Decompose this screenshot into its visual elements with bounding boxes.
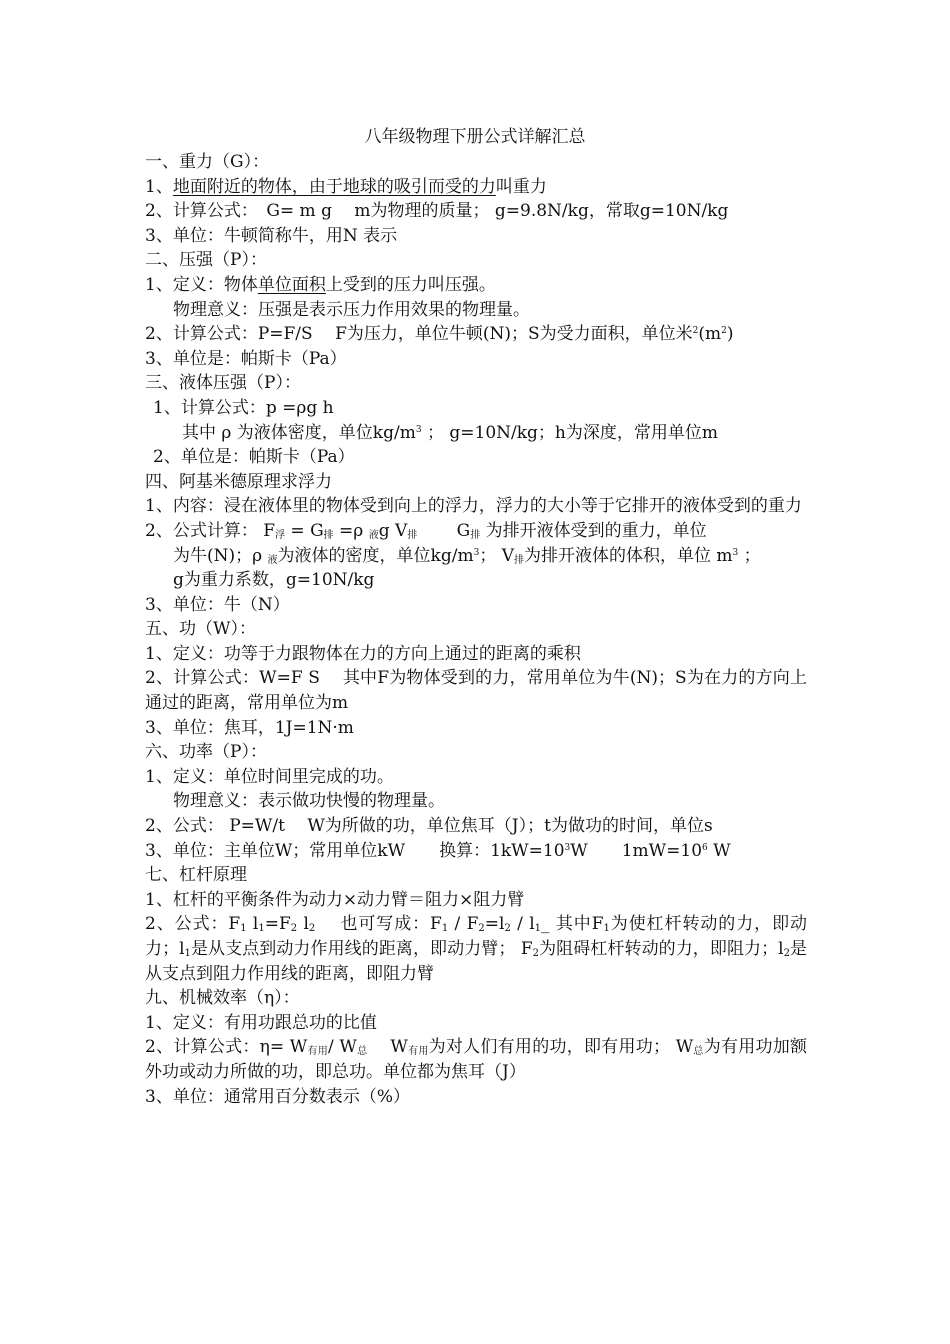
lever-heading: 七、杠杆原理	[145, 865, 247, 886]
pressure-formula: 2、计算公式：P=F/S F为压力，单位牛顿(N)；S为受力面积，单位米$^2(m^2)$	[145, 324, 734, 345]
power-definition: 1、定义：单位时间里完成的功。	[145, 766, 394, 787]
lever-formula: 2、公式：$F_1$ $l_1=F_2$ $l_2$ 也可写成：$F_1 / F_2=l_2$ / $l_1\_$ 其中$F_1$为使杠杆转动的力，即动力；$l_1$是从支点到动力作用线的距离，即动力臂； $F_2$为阻碍杠杆转动的力，即阻力；$l_2$是从支点到阻力作用线的距离，即阻力臂	[145, 914, 807, 984]
gravity-unit: 3、单位：牛顿简称牛，用N 表示	[145, 225, 398, 246]
pressure-heading: 二、压强（P）：	[145, 250, 267, 271]
buoyancy-unit: 3、单位：牛（N）	[145, 594, 290, 615]
pressure-definition: 1、定义：物体单位面积上受到的压力叫压强。	[145, 274, 496, 295]
power-unit: 3、单位：主单位W；常用单位kW 换算：$1kW=10^3W$ $1mW=10^6$ W	[145, 840, 731, 861]
power-meaning: 物理意义：表示做功快慢的物理量。	[173, 791, 445, 812]
buoyancy-content: 1、内容：浸在液体里的物体受到向上的浮力，浮力的大小等于它排开的液体受到的重力	[145, 496, 802, 517]
liquid-pressure-heading: 三、液体压强（P）：	[145, 373, 301, 394]
liquid-pressure-note: 其中 ρ 为液体密度，单位$kg/m^3$ ； g=10N/kg；h为深度，常用单位m	[182, 422, 718, 443]
pressure-definition-underlined: 单位面积	[257, 274, 326, 295]
pressure-meaning: 物理意义：压强是表示压力作用效果的物理量。	[173, 299, 530, 320]
work-heading: 五、功（W）：	[145, 619, 256, 640]
buoyancy-heading: 四、阿基米德原理求浮力	[145, 471, 332, 492]
work-formula: 2、计算公式：W=F S 其中F为物体受到的力，常用单位为牛(N)；S为在力的方向上通过的距离，常用单位为m	[145, 668, 807, 714]
power-heading: 六、功率（P）：	[145, 742, 267, 763]
gravity-definition: 1、地面附近的物体，由于地球的吸引而受的力叫重力	[145, 176, 547, 197]
work-unit: 3、单位：焦耳，1J=1N·m	[145, 717, 354, 738]
lever-condition: 1、杠杆的平衡条件为动力×动力臂＝阻力×阻力臂	[145, 889, 525, 910]
buoyancy-formula-line3: g为重力系数，g=10N/kg	[173, 570, 375, 591]
buoyancy-formula-line2: 为牛(N)；ρ $_液$为液体的密度，单位$kg/m^3$； $V_排$为排开液体的体积，单位 $m^3$ ；	[173, 545, 761, 566]
gravity-formula: 2、计算公式： G= m g m为物理的质量； g=9.8N/kg，常取g=10N/kg	[145, 201, 729, 222]
document-title: 八年级物理下册公式详解汇总	[364, 127, 586, 147]
efficiency-formula: 2、计算公式：$\eta= W_{有用}/$ $W_总$ $W_{有用}$为对人们有用的功，即有用功； $W_总$为有用功加额外功或动力所做的功，即总功。单位都为焦耳（J）	[145, 1037, 807, 1082]
work-definition: 1、定义：功等于力跟物体在力的方向上通过的距离的乘积	[145, 643, 581, 664]
efficiency-heading: 九、机械效率（η）：	[145, 988, 300, 1009]
liquid-pressure-formula: 1、计算公式：p =ρg h	[153, 397, 334, 418]
pressure-unit: 3、单位是：帕斯卡（Pa）	[145, 348, 347, 369]
gravity-definition-underlined: 地面附近的物体，由于地球的吸引而受的力	[172, 176, 496, 197]
document-body	[145, 150, 807, 1109]
efficiency-definition: 1、定义：有用功跟总功的比值	[145, 1012, 377, 1033]
gravity-heading: 一、重力（G）：	[145, 152, 270, 172]
power-formula: 2、公式： P=W/t W为所做的功，单位焦耳（J）；t为做功的时间，单位s	[145, 816, 713, 837]
buoyancy-formula: 2、公式计算： $F_浮 = G_排 =\rho$ $_液$g $V_排$ $G_排$ 为排开液体受到的重力，单位	[145, 520, 707, 541]
liquid-pressure-unit: 2、单位是：帕斯卡（Pa）	[153, 447, 355, 468]
efficiency-unit: 3、单位：通常用百分数表示（%）	[145, 1086, 410, 1107]
